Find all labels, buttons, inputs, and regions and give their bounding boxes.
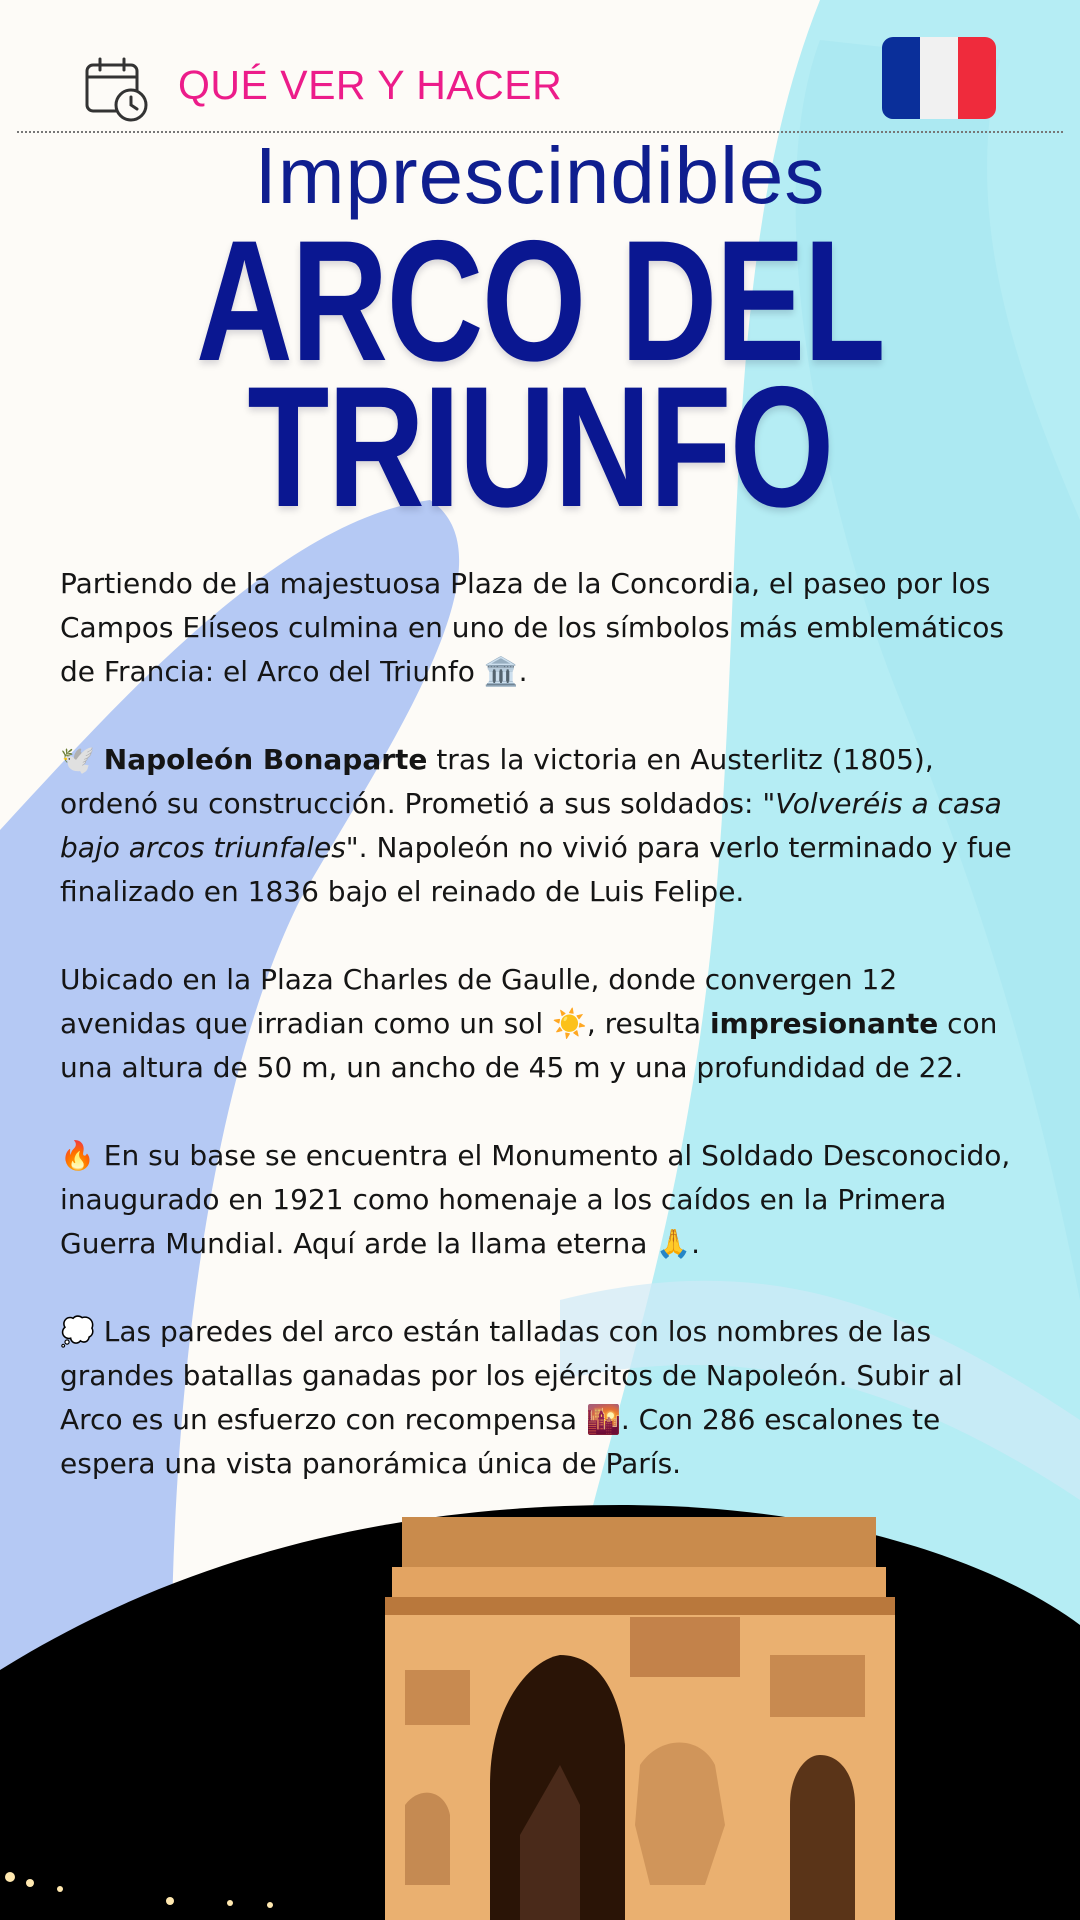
paragraph-napoleon [60, 738, 1030, 914]
text-part: con una altura de 50 m, un ancho de 45 m y una profundidad de 22. [60, 1007, 998, 1084]
header [0, 0, 1080, 135]
arc-de-triomphe-night-photo [0, 1505, 1080, 1920]
calendar-clock-icon [84, 56, 150, 122]
paragraph-walls: 💭 Las paredes del arco están talladas con los nombres de las grandes batallas ganadas por los ejércitos de Napoleón. Subir al Arco es un esfuerzo con recompensa 🌇. Con 286 escalones te espera una vista panorámica única de París. [60, 1315, 963, 1480]
kicker: Imprescindibles [254, 131, 826, 220]
bold-word: impresionante [709, 1007, 939, 1040]
paragraph-intro: Partiendo de la majestuosa Plaza de la Concordia, el paseo por los Campos Elíseos culmina en uno de los símbolos más emblemáticos de Francia: el Arco del Triunfo 🏛️. [60, 567, 1004, 688]
title-line-1: ARCO DEL [195, 205, 885, 397]
bold-name: Napoleón Bonaparte [103, 743, 428, 776]
article-body [60, 562, 1030, 1530]
quote: Volveréis a casa bajo arcos triunfales [60, 787, 1002, 864]
text-part: ". Napoleón no vivió para verlo terminado y fue finalizado en 1836 bajo el reinado de Luis Felipe. [60, 831, 1012, 908]
dove-icon: 🕊️ [60, 743, 95, 776]
page-title [0, 205, 1080, 543]
text-part: Ubicado en la Plaza Charles de Gaulle, donde convergen 12 avenidas que irradian como un sol ☀️, resulta [60, 963, 898, 1040]
text-part: tras la victoria en Austerlitz (1805), ordenó su construcción. Prometió a sus soldados: " [60, 743, 934, 820]
section-label: QUÉ VER Y HACER [178, 62, 563, 108]
paragraph-monument: 🔥 En su base se encuentra el Monumento al Soldado Desconocido, inaugurado en 1921 como homenaje a los caídos en la Primera Guerra Mundial. Aquí arde la llama eterna 🙏. [60, 1139, 1011, 1260]
title-line-2: TRIUNFO [247, 351, 833, 543]
paragraph-location [60, 958, 1030, 1090]
france-flag-icon [882, 37, 996, 119]
